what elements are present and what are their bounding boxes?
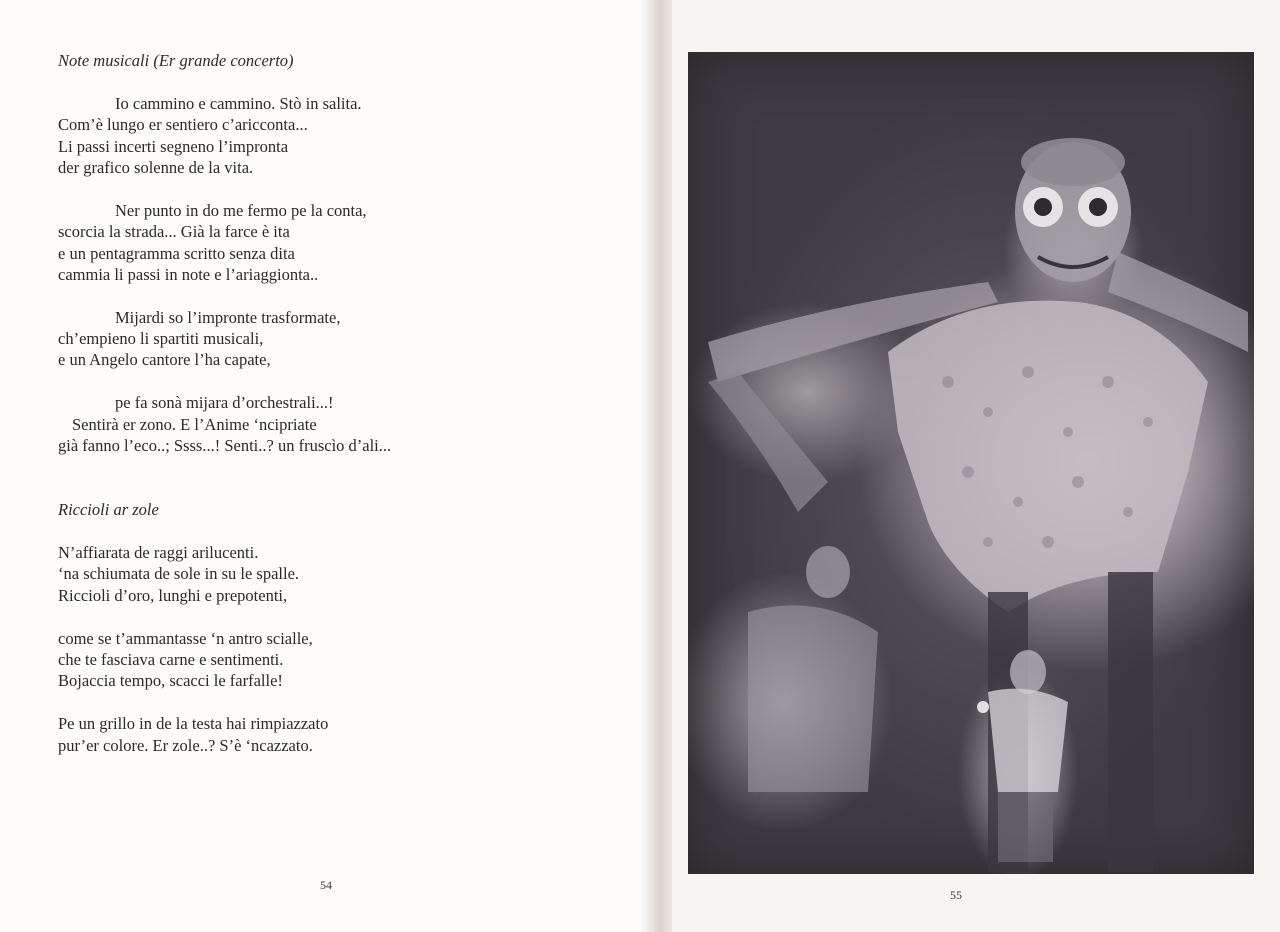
poem1-stanza-4 bbox=[58, 392, 478, 456]
poem-line: ch’empieno li spartiti musicali, bbox=[58, 329, 264, 349]
crowd-figure-body bbox=[748, 605, 878, 792]
poem-title-riccioli-ar-zole: Riccioli ar zole bbox=[58, 500, 159, 520]
poem1-stanza-2 bbox=[58, 200, 478, 286]
poem-line: Io cammino e cammino. Stò in salita. bbox=[115, 93, 362, 113]
poem-line: cammia li passi in note e l’ariaggionta.. bbox=[58, 264, 319, 284]
poem2-stanza-2 bbox=[58, 628, 478, 692]
poem-line: ‘na schiumata de sole in su le spalle. bbox=[58, 564, 300, 584]
page-number-left: 54 bbox=[320, 878, 332, 892]
child-figure-head bbox=[1010, 650, 1046, 694]
poem2-stanza-3 bbox=[58, 713, 478, 756]
poem1-stanza-3 bbox=[58, 307, 478, 371]
poem-line: Riccioli d’oro, lunghi e prepotenti, bbox=[58, 585, 288, 605]
poem-line: N’affiarata de raggi arilucenti. bbox=[58, 542, 259, 562]
mask-right-pupil bbox=[1089, 198, 1107, 216]
poem-line: der grafico solenne de la vita. bbox=[58, 157, 254, 177]
poem-line: e un pentagramma scritto senza dita bbox=[58, 243, 295, 263]
poem-line: Ner punto in do me fermo pe la conta, bbox=[115, 200, 367, 220]
poem1-stanza-1 bbox=[58, 93, 478, 179]
poems-text-block bbox=[58, 50, 478, 777]
shirt-shape bbox=[888, 301, 1208, 612]
poem-line: Bojaccia tempo, scacci le farfalle! bbox=[58, 671, 283, 691]
poem-line: scorcia la strada... Già la farce è ita bbox=[58, 222, 290, 242]
mask-left-pupil bbox=[1034, 198, 1052, 216]
poem-line: già fanno l’eco..; Ssss...! Senti..? un fruscìo d’ali... bbox=[58, 436, 392, 456]
child-figure-legs bbox=[998, 792, 1053, 862]
child-figure-shirt bbox=[988, 689, 1068, 792]
photo-illustration bbox=[688, 52, 1254, 874]
poem-line: pur’er colore. Er zole..? S’è ‘ncazzato. bbox=[58, 735, 313, 755]
right-stilt bbox=[1108, 572, 1153, 872]
poem-line: Mijardi so l’impronte trasformate, bbox=[115, 307, 341, 327]
poem-title-note-musicali: Note musicali (Er grande concerto) bbox=[58, 51, 294, 70]
poem-separator bbox=[58, 478, 478, 499]
mask-hat bbox=[1021, 138, 1125, 186]
poem-line: Li passi incerti segneno l’impronta bbox=[58, 136, 289, 156]
poem-line: e un Angelo cantore l’ha capate, bbox=[58, 350, 271, 370]
page-number-right: 55 bbox=[950, 888, 962, 902]
poem-line: Pe un grillo in de la testa hai rimpiazzato bbox=[58, 714, 329, 734]
poem-line: pe fa sonà mijara d’orchestrali...! bbox=[115, 393, 334, 413]
poem-line: Sentirà er zono. E l’Anime ‘ncipriate bbox=[72, 414, 317, 434]
poem-line: Com’è lungo er sentiero c’aricconta... bbox=[58, 115, 308, 135]
poem-line: che te fasciava carne e sentimenti. bbox=[58, 649, 284, 669]
crowd-figure-head bbox=[806, 546, 850, 598]
poem-line: come se t’ammantasse ‘n antro scialle, bbox=[58, 628, 313, 648]
light-glint bbox=[977, 701, 989, 713]
left-streamer-fringe bbox=[708, 372, 828, 512]
poem2-stanza-1 bbox=[58, 542, 478, 606]
photo-masked-costume-figure bbox=[688, 52, 1254, 874]
